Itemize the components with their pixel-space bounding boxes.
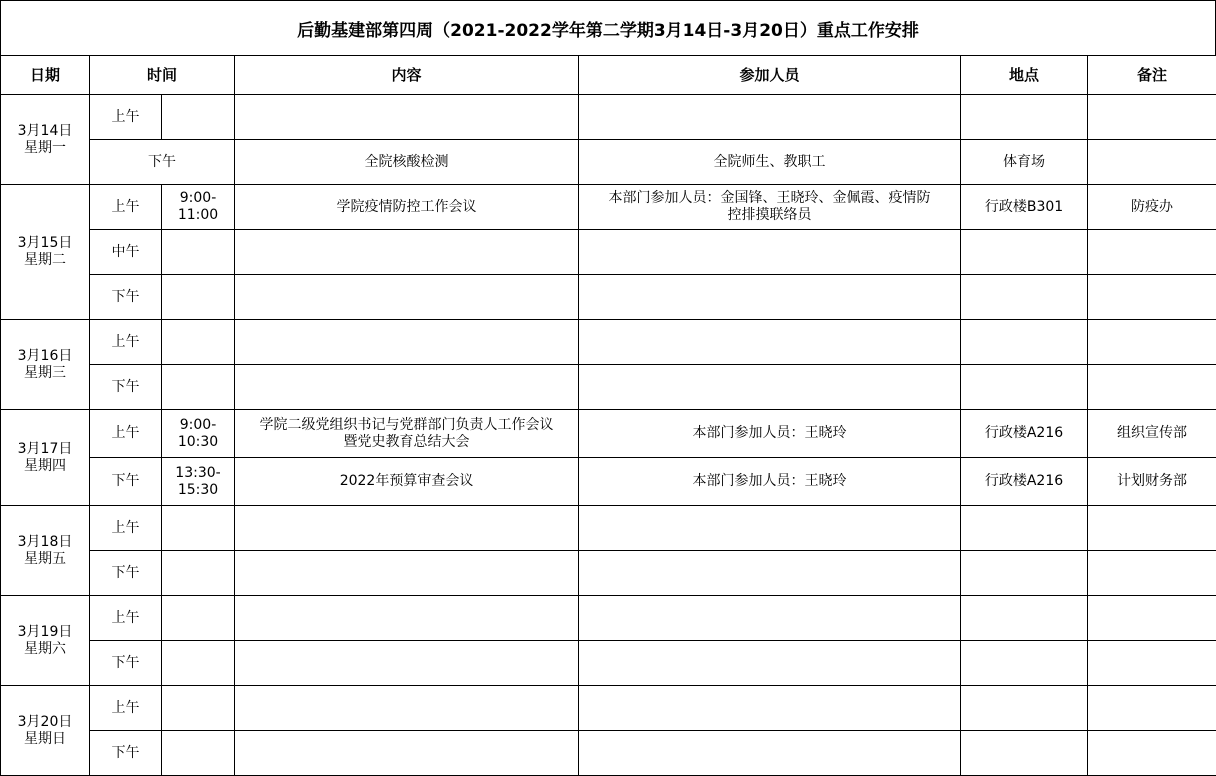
time-end: 10:30 <box>177 433 219 450</box>
table-row <box>1 275 1216 320</box>
table-row <box>1 731 1216 776</box>
period-cell: 下午 <box>90 365 162 410</box>
header-notes: 备注 <box>1088 56 1216 95</box>
date-cell <box>1 410 90 506</box>
location-cell: 行政楼A216 <box>961 410 1088 458</box>
date-label: 3月18日 <box>17 533 73 550</box>
notes-cell: 防疫办 <box>1088 185 1216 230</box>
participants-cell <box>579 551 961 596</box>
location-cell: 体育场 <box>961 140 1088 185</box>
content-line: 学院二级党组织书记与党群部门负责人工作会议 <box>259 416 554 433</box>
date-label: 3月20日 <box>17 713 73 730</box>
table-row <box>1 95 1216 140</box>
content-cell <box>235 686 579 731</box>
time-cell <box>162 641 235 686</box>
table-row <box>1 596 1216 641</box>
content-cell <box>235 641 579 686</box>
time-cell <box>162 596 235 641</box>
content-cell <box>235 320 579 365</box>
notes-cell <box>1088 731 1216 776</box>
date-cell <box>1 95 90 185</box>
date-label: 3月14日 <box>17 122 73 139</box>
location-cell <box>961 641 1088 686</box>
content-line: 暨党史教育总结大会 <box>343 433 470 450</box>
weekday-label: 星期二 <box>24 252 66 268</box>
notes-cell <box>1088 641 1216 686</box>
location-cell <box>961 230 1088 275</box>
header-location: 地点 <box>961 56 1088 95</box>
time-cell <box>162 185 235 230</box>
location-cell: 行政楼B301 <box>961 185 1088 230</box>
notes-cell <box>1088 365 1216 410</box>
content-cell: 全院核酸检测 <box>235 140 579 185</box>
location-cell <box>961 686 1088 731</box>
table-row <box>1 140 1216 185</box>
header-time: 时间 <box>90 56 235 95</box>
participants-cell <box>579 596 961 641</box>
participants-cell <box>579 686 961 731</box>
period-cell: 上午 <box>90 95 162 140</box>
content-cell <box>235 230 579 275</box>
time-cell <box>162 95 235 140</box>
time-cell <box>162 458 235 506</box>
table-row <box>1 410 1216 458</box>
date-cell <box>1 596 90 686</box>
location-cell <box>961 596 1088 641</box>
weekday-label: 星期日 <box>24 730 66 747</box>
date-cell <box>1 185 90 320</box>
date-label: 3月17日 <box>17 440 73 457</box>
time-cell <box>162 731 235 776</box>
period-cell: 下午 <box>90 140 235 185</box>
date-label: 3月15日 <box>17 235 73 251</box>
time-cell <box>162 230 235 275</box>
period-cell: 下午 <box>90 275 162 320</box>
period-cell: 上午 <box>90 320 162 365</box>
notes-cell <box>1088 686 1216 731</box>
header-participants: 参加人员 <box>579 56 961 95</box>
weekday-label: 星期五 <box>24 550 66 567</box>
notes-cell <box>1088 275 1216 320</box>
time-cell <box>162 320 235 365</box>
participants-cell <box>579 731 961 776</box>
table-row <box>1 506 1216 551</box>
participants-cell <box>579 365 961 410</box>
location-cell <box>961 731 1088 776</box>
participants-cell <box>579 275 961 320</box>
notes-cell <box>1088 140 1216 185</box>
content-cell <box>235 365 579 410</box>
page-title: 后勤基建部第四周（2021-2022学年第二学期3月14日-3月20日）重点工作安排 <box>0 0 1216 55</box>
date-label: 3月16日 <box>17 347 73 364</box>
period-cell: 上午 <box>90 185 162 230</box>
header-date: 日期 <box>1 56 90 95</box>
content-cell <box>235 596 579 641</box>
period-cell: 下午 <box>90 731 162 776</box>
content-cell <box>235 275 579 320</box>
weekday-label: 星期三 <box>24 364 66 381</box>
period-cell: 下午 <box>90 641 162 686</box>
table-row <box>1 365 1216 410</box>
time-end: 15:30 <box>177 481 219 498</box>
content-cell <box>235 410 579 458</box>
time-cell <box>162 275 235 320</box>
content-cell <box>235 95 579 140</box>
content-cell <box>235 506 579 551</box>
header-row <box>1 56 1216 95</box>
participants-line: 控排摸联络员 <box>727 207 812 223</box>
schedule-table <box>0 55 1216 776</box>
location-cell <box>961 275 1088 320</box>
period-cell: 上午 <box>90 410 162 458</box>
notes-cell <box>1088 230 1216 275</box>
location-cell: 行政楼A216 <box>961 458 1088 506</box>
notes-cell <box>1088 596 1216 641</box>
period-cell: 上午 <box>90 686 162 731</box>
content-cell: 学院疫情防控工作会议 <box>235 185 579 230</box>
period-cell: 中午 <box>90 230 162 275</box>
weekday-label: 星期六 <box>24 640 66 657</box>
table-row <box>1 458 1216 506</box>
notes-cell <box>1088 551 1216 596</box>
period-cell: 下午 <box>90 458 162 506</box>
location-cell <box>961 95 1088 140</box>
participants-cell <box>579 506 961 551</box>
table-row <box>1 641 1216 686</box>
participants-cell <box>579 230 961 275</box>
location-cell <box>961 506 1088 551</box>
participants-cell: 本部门参加人员：王晓玲 <box>579 410 961 458</box>
notes-cell <box>1088 506 1216 551</box>
participants-cell: 本部门参加人员：王晓玲 <box>579 458 961 506</box>
notes-cell <box>1088 95 1216 140</box>
participants-cell <box>579 320 961 365</box>
location-cell <box>961 365 1088 410</box>
participants-line: 本部门参加人员：金国锋、王晓玲、金佩霞、疫情防 <box>608 190 931 206</box>
table-row <box>1 686 1216 731</box>
time-cell <box>162 365 235 410</box>
participants-cell <box>579 641 961 686</box>
content-cell <box>235 731 579 776</box>
participants-cell <box>579 185 961 230</box>
time-start: 9:00- <box>179 190 217 206</box>
weekday-label: 星期一 <box>24 139 66 156</box>
content-cell <box>235 551 579 596</box>
location-cell <box>961 320 1088 365</box>
period-cell: 下午 <box>90 551 162 596</box>
period-cell: 上午 <box>90 596 162 641</box>
table-row <box>1 320 1216 365</box>
weekday-label: 星期四 <box>24 457 66 474</box>
date-cell <box>1 686 90 776</box>
location-cell <box>961 551 1088 596</box>
participants-cell: 全院师生、教职工 <box>579 140 961 185</box>
time-start: 9:00- <box>179 416 217 433</box>
date-cell <box>1 320 90 410</box>
time-cell <box>162 506 235 551</box>
time-cell <box>162 686 235 731</box>
time-cell <box>162 410 235 458</box>
date-cell <box>1 506 90 596</box>
time-end: 11:00 <box>177 207 219 223</box>
time-start: 13:30- <box>175 464 221 481</box>
notes-cell <box>1088 320 1216 365</box>
table-row <box>1 551 1216 596</box>
period-cell: 上午 <box>90 506 162 551</box>
content-cell: 2022年预算审查会议 <box>235 458 579 506</box>
notes-cell: 计划财务部 <box>1088 458 1216 506</box>
header-content: 内容 <box>235 56 579 95</box>
date-label: 3月19日 <box>17 623 73 640</box>
notes-cell: 组织宣传部 <box>1088 410 1216 458</box>
table-row <box>1 230 1216 275</box>
table-row <box>1 185 1216 230</box>
participants-cell <box>579 95 961 140</box>
time-cell <box>162 551 235 596</box>
